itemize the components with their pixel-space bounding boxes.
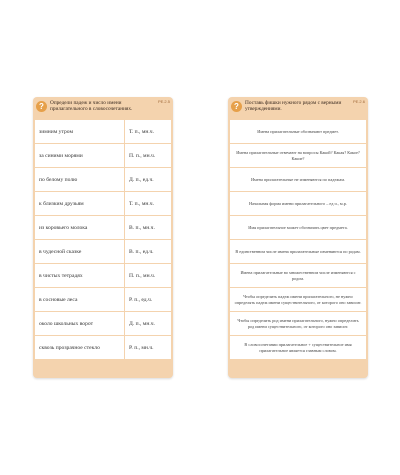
list-item [35, 312, 171, 336]
list-item [35, 120, 171, 144]
list-item [230, 216, 366, 240]
list-item [230, 120, 366, 144]
phrase-text: сквозь прозрачное стекло [35, 336, 125, 359]
statement-text: Начальная форма имени прилагательного – ед.ч., м.р. [249, 200, 347, 206]
statement-text: Имена прилагательные во множественном числе изменяются с родом. [240, 270, 356, 281]
statement-text: Чтобы определить род имени прилагательного, нужно определить род имени существительного, от которого оно зависит. [237, 318, 359, 329]
list-item [230, 192, 366, 216]
list-item [230, 264, 366, 288]
answer-text: Р. п., мн.ч. [129, 344, 154, 351]
list-item [35, 336, 171, 360]
case-number-card [33, 97, 173, 378]
statement-text: Имя прилагательное может обозначать цвет предмета. [248, 224, 348, 230]
answer-text: Д. п., мн.ч. [129, 320, 155, 327]
list-item [35, 240, 171, 264]
answer-text: В. п., ед.ч. [129, 248, 154, 255]
card-title: Поставь фишки нужного рядом с верными утверждениями. [245, 100, 342, 112]
phrase-text: зимним утром [35, 120, 125, 143]
phrase-list [35, 120, 171, 360]
list-item [35, 264, 171, 288]
statement-text: В словосочетании прилагательное + существительное имя прилагательное является главным словом. [244, 342, 352, 353]
list-item [230, 336, 366, 360]
card-header [228, 97, 368, 119]
card-code: РЕ.2.6 [352, 99, 365, 104]
answer-text: Т. п., мн.ч. [129, 200, 154, 207]
statement-text: Имена прилагательные не изменяются по падежам. [250, 176, 346, 182]
list-item [230, 312, 366, 336]
phrase-text: в сосновые леса [35, 288, 125, 311]
answer-text: П. п., мн.ч. [129, 152, 156, 159]
statement-text: Чтобы определить падеж имени прилагательного, не нужно определять падеж имени существительного, от которого оно зависит. [234, 294, 362, 305]
list-item [35, 216, 171, 240]
phrase-text: к близким друзьям [35, 192, 125, 215]
phrase-text: по белому полю [35, 168, 125, 191]
phrase-text: в чудесной сказке [35, 240, 125, 263]
phrase-text: из коровьего молока [35, 216, 125, 239]
list-item [230, 168, 366, 192]
card-title: Определи падеж и число имени прилагательного в словосочетаниях. [50, 100, 133, 112]
question-icon: ? [231, 101, 242, 112]
list-item [35, 144, 171, 168]
list-item [35, 288, 171, 312]
list-item [35, 168, 171, 192]
answer-text: Р. п., ед.ч. [129, 296, 153, 303]
answer-text: Т. п., мн.ч. [129, 128, 154, 135]
statements-card [228, 97, 368, 378]
statement-text: Имена прилагательные отвечают на вопросы Какой? Какая? Какое? Какие? [236, 150, 360, 161]
card-code: РЕ.2.5 [157, 99, 170, 104]
phrase-text: около школьных ворот [35, 312, 125, 335]
answer-text: В. п., мн.ч. [129, 224, 155, 231]
statement-list [230, 120, 366, 360]
statement-text: Имена прилагательные обозначают предмет. [257, 128, 339, 134]
list-item [35, 192, 171, 216]
answer-text: П. п., мн.ч. [129, 272, 156, 279]
phrase-text: в чистых тетрадях [35, 264, 125, 287]
card-header [33, 97, 173, 119]
list-item [230, 144, 366, 168]
list-item [230, 288, 366, 312]
question-icon: ? [36, 101, 47, 112]
phrase-text: за синими морями [35, 144, 125, 167]
list-item [230, 240, 366, 264]
answer-text: Д. п., ед.ч. [129, 176, 154, 183]
statement-text: В единственном числе имена прилагательные изменяются по родам. [235, 248, 361, 254]
